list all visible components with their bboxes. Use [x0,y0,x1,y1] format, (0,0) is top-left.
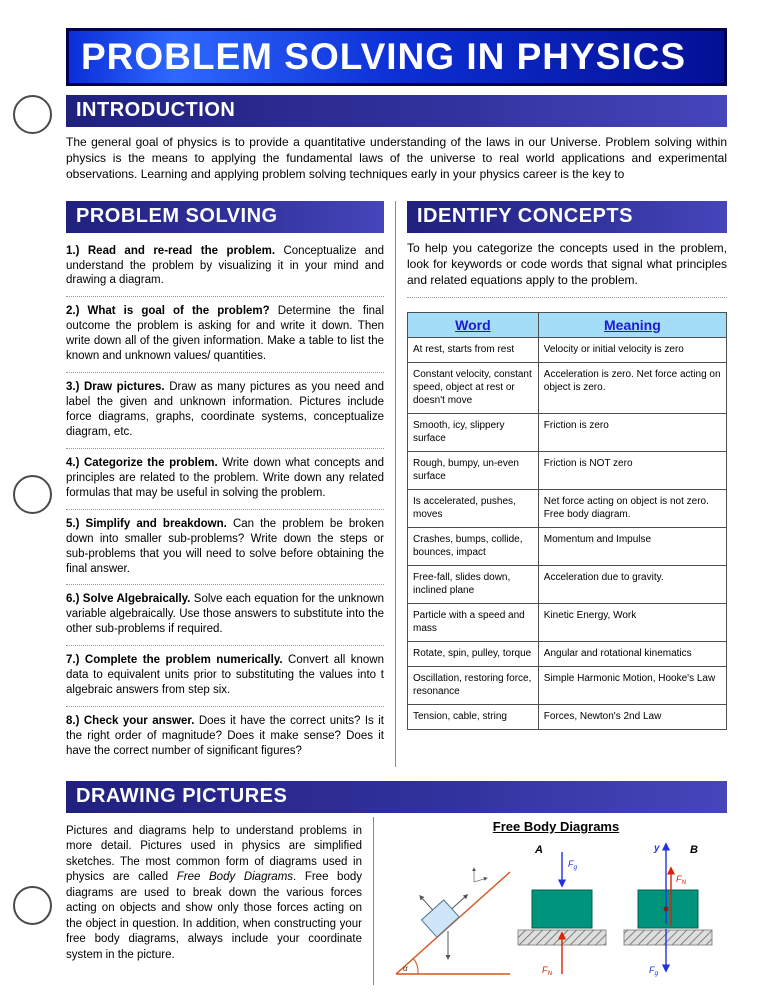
meaning-cell: Momentum and Impulse [538,528,726,566]
fbd-b-center-dot [663,906,668,911]
column-header-meaning: Meaning [538,313,726,338]
fbd-b-y-axis-label: y [653,842,660,854]
column-divider [395,201,396,767]
two-column-section [66,201,727,767]
page-content [66,28,727,985]
free-body-diagram-canvas [390,836,723,980]
fbd-b [624,843,712,977]
table-header-row [408,313,727,338]
free-body-diagram-figure [385,817,727,985]
table-row [408,566,727,604]
table-row [408,667,727,705]
step-item-4 [66,449,384,510]
step-item-2 [66,297,384,373]
keyword-meaning-table [407,312,727,730]
step-item-5 [66,510,384,586]
incline-block [408,872,474,937]
problem-solving-steps [66,237,384,767]
section-header-drawing-pictures: DRAWING PICTURES [66,781,727,813]
table-row [408,363,727,414]
introduction-text: The general goal of physics is to provide a quantitative understanding of the laws in our Universe. Problem solving within physics is the means to applying the fundamental laws of the universe to real world applications and experimental observations. Learning and applying problem solving techniques early in your physics career is the key to [66,135,727,182]
fbd-a-normal-label: $F_N$ [541,964,552,977]
figure-title: Free Body Diagrams [492,818,620,834]
meaning-cell: Friction is zero [538,414,726,452]
fbd-b-ground-hatch [624,930,712,945]
step-item-7 [66,646,384,707]
drawing-text-part2: . Free body diagrams are used to break down the various forces acting on objects and show only those forces acting on the object in question. In addition, when constructing your free body diagrams, always include your coordinate system in the picture. [66,871,362,961]
word-cell: Particle with a speed and mass [408,604,539,642]
title-banner [66,28,727,86]
section-header-problem-solving: PROBLEM SOLVING [66,201,384,233]
word-cell: Tension, cable, string [408,705,539,730]
table-row [408,414,727,452]
meaning-cell: Velocity or initial velocity is zero [538,338,726,363]
step-text: Convert all known data to equivalent units prior to substituting the values into t algebraic answers from step six. [66,654,384,697]
table-row [408,528,727,566]
step-item-8 [66,707,384,767]
word-cell: Free-fall, slides down, inclined plane [408,566,539,604]
drawing-text-part1: Pictures and diagrams help to understand problems in more detail. Pictures used in physics are simplified sketches. The most common form of diagrams used in physics are called [66,824,362,884]
fbd-b-normal-label: $F_N$ [675,873,686,886]
table-row [408,338,727,363]
problem-solving-column [66,201,384,767]
incline-normal-arrow [419,896,432,910]
incline-angle-label: α [402,963,408,973]
word-cell: Rotate, spin, pulley, torque [408,642,539,667]
table-row [408,642,727,667]
step-item-3 [66,373,384,449]
word-cell: Oscillation, restoring force, resonance [408,667,539,705]
meaning-cell: Simple Harmonic Motion, Hooke's Law [538,667,726,705]
table-row [408,705,727,730]
word-cell: Crashes, bumps, collide, bounces, impact [408,528,539,566]
step-item-6 [66,585,384,646]
step-lead: 7.) Complete the problem numerically. [66,654,283,667]
word-cell: Constant velocity, constant speed, object at rest or doesn't move [408,363,539,414]
fbd-a [518,844,606,977]
hole-punch-middle [13,475,52,514]
fbd-a-label: A [534,843,543,856]
identify-concepts-text: To help you categorize the concepts used in the problem, look for keywords or code words that signal what principles and related equations apply to the problem. [407,240,727,299]
meaning-cell: Acceleration due to gravity. [538,566,726,604]
drawing-text-italic: Free Body Diagrams [176,871,294,884]
step-text: Conceptualize and understand the problem by visualizing it in your mind and drawing a diagram. [66,244,384,287]
step-text: Can the problem be broken down into smaller sub-problems? Write down the steps or sub-problems that you will need to solve before obtaining the final answer. [66,517,384,575]
step-lead: 3.) Draw pictures. [66,381,165,394]
column-header-word: Word [408,313,539,338]
step-lead: 6.) Solve Algebraically. [66,593,191,606]
fbd-b-label: B [689,843,698,856]
step-lead: 1.) Read and re-read the problem. [66,244,276,257]
meaning-cell: Friction is NOT zero [538,452,726,490]
section-header-identify-concepts: IDENTIFY CONCEPTS [407,201,727,233]
introduction-section [66,95,727,183]
table-row [408,604,727,642]
step-text: Determine the final outcome the problem is asking for and write it down. Then write down all of the given information. Make a table to list the known and unknown values/ quantities. [66,305,385,363]
fbd-a-object-box [532,890,592,928]
step-text: Write down what concepts and principles are related to the problem. Write down any related formulas that may be useful in solving the problem. [66,456,384,499]
incline-slope-arrow [451,895,467,909]
hole-punch-bottom [13,886,52,925]
word-cell: Is accelerated, pushes, moves [408,490,539,528]
fbd-a-gravity-label: $F_g$ [567,858,577,871]
step-lead: 4.) Categorize the problem. [66,456,218,469]
page-title: PROBLEM SOLVING IN PHYSICS [81,36,687,77]
table-row [408,452,727,490]
fbd-b-gravity-label: $F_g$ [648,964,658,977]
hole-punch-top [13,95,52,134]
word-cell: Rough, bumpy, un-even surface [408,452,539,490]
drawing-pictures-text [66,824,362,985]
step-lead: 8.) Check your answer. [66,715,195,728]
step-lead: 2.) What is goal of the problem? [66,305,270,318]
identify-concepts-column [407,201,727,767]
section-header-introduction: INTRODUCTION [66,95,727,127]
drawing-pictures-section [66,781,727,985]
meaning-cell: Forces, Newton's 2nd Law [538,705,726,730]
drawing-column-divider [373,817,374,985]
word-cell: At rest, starts from rest [408,338,539,363]
meaning-cell: Net force acting on object is not zero. Free body diagram. [538,490,726,528]
step-lead: 5.) Simplify and breakdown. [66,517,227,530]
step-text: Solve each equation for the unknown variable algebraically. Use those answers to substitute into the other sub-problems if required. [66,593,384,636]
word-cell: Smooth, icy, slippery surface [408,414,539,452]
step-item-1 [66,237,384,298]
meaning-cell: Angular and rotational kinematics [538,642,726,667]
incline-sketch [396,868,510,974]
step-text: Draw as many pictures as you need and label the given and unknown information. Pictures include force diagrams, graphs, coordinate systems, conceptualize diagram, etc. [66,381,384,438]
incline-axis-x [474,878,487,882]
table-row [408,490,727,528]
meaning-cell: Kinetic Energy, Work [538,604,726,642]
step-text: Does it have the correct units? Is it the right order of magnitude? Does it make sense? Does it have the correct number of significant figures? [66,715,384,757]
meaning-cell: Acceleration is zero. Net force acting on object is zero. [538,363,726,414]
